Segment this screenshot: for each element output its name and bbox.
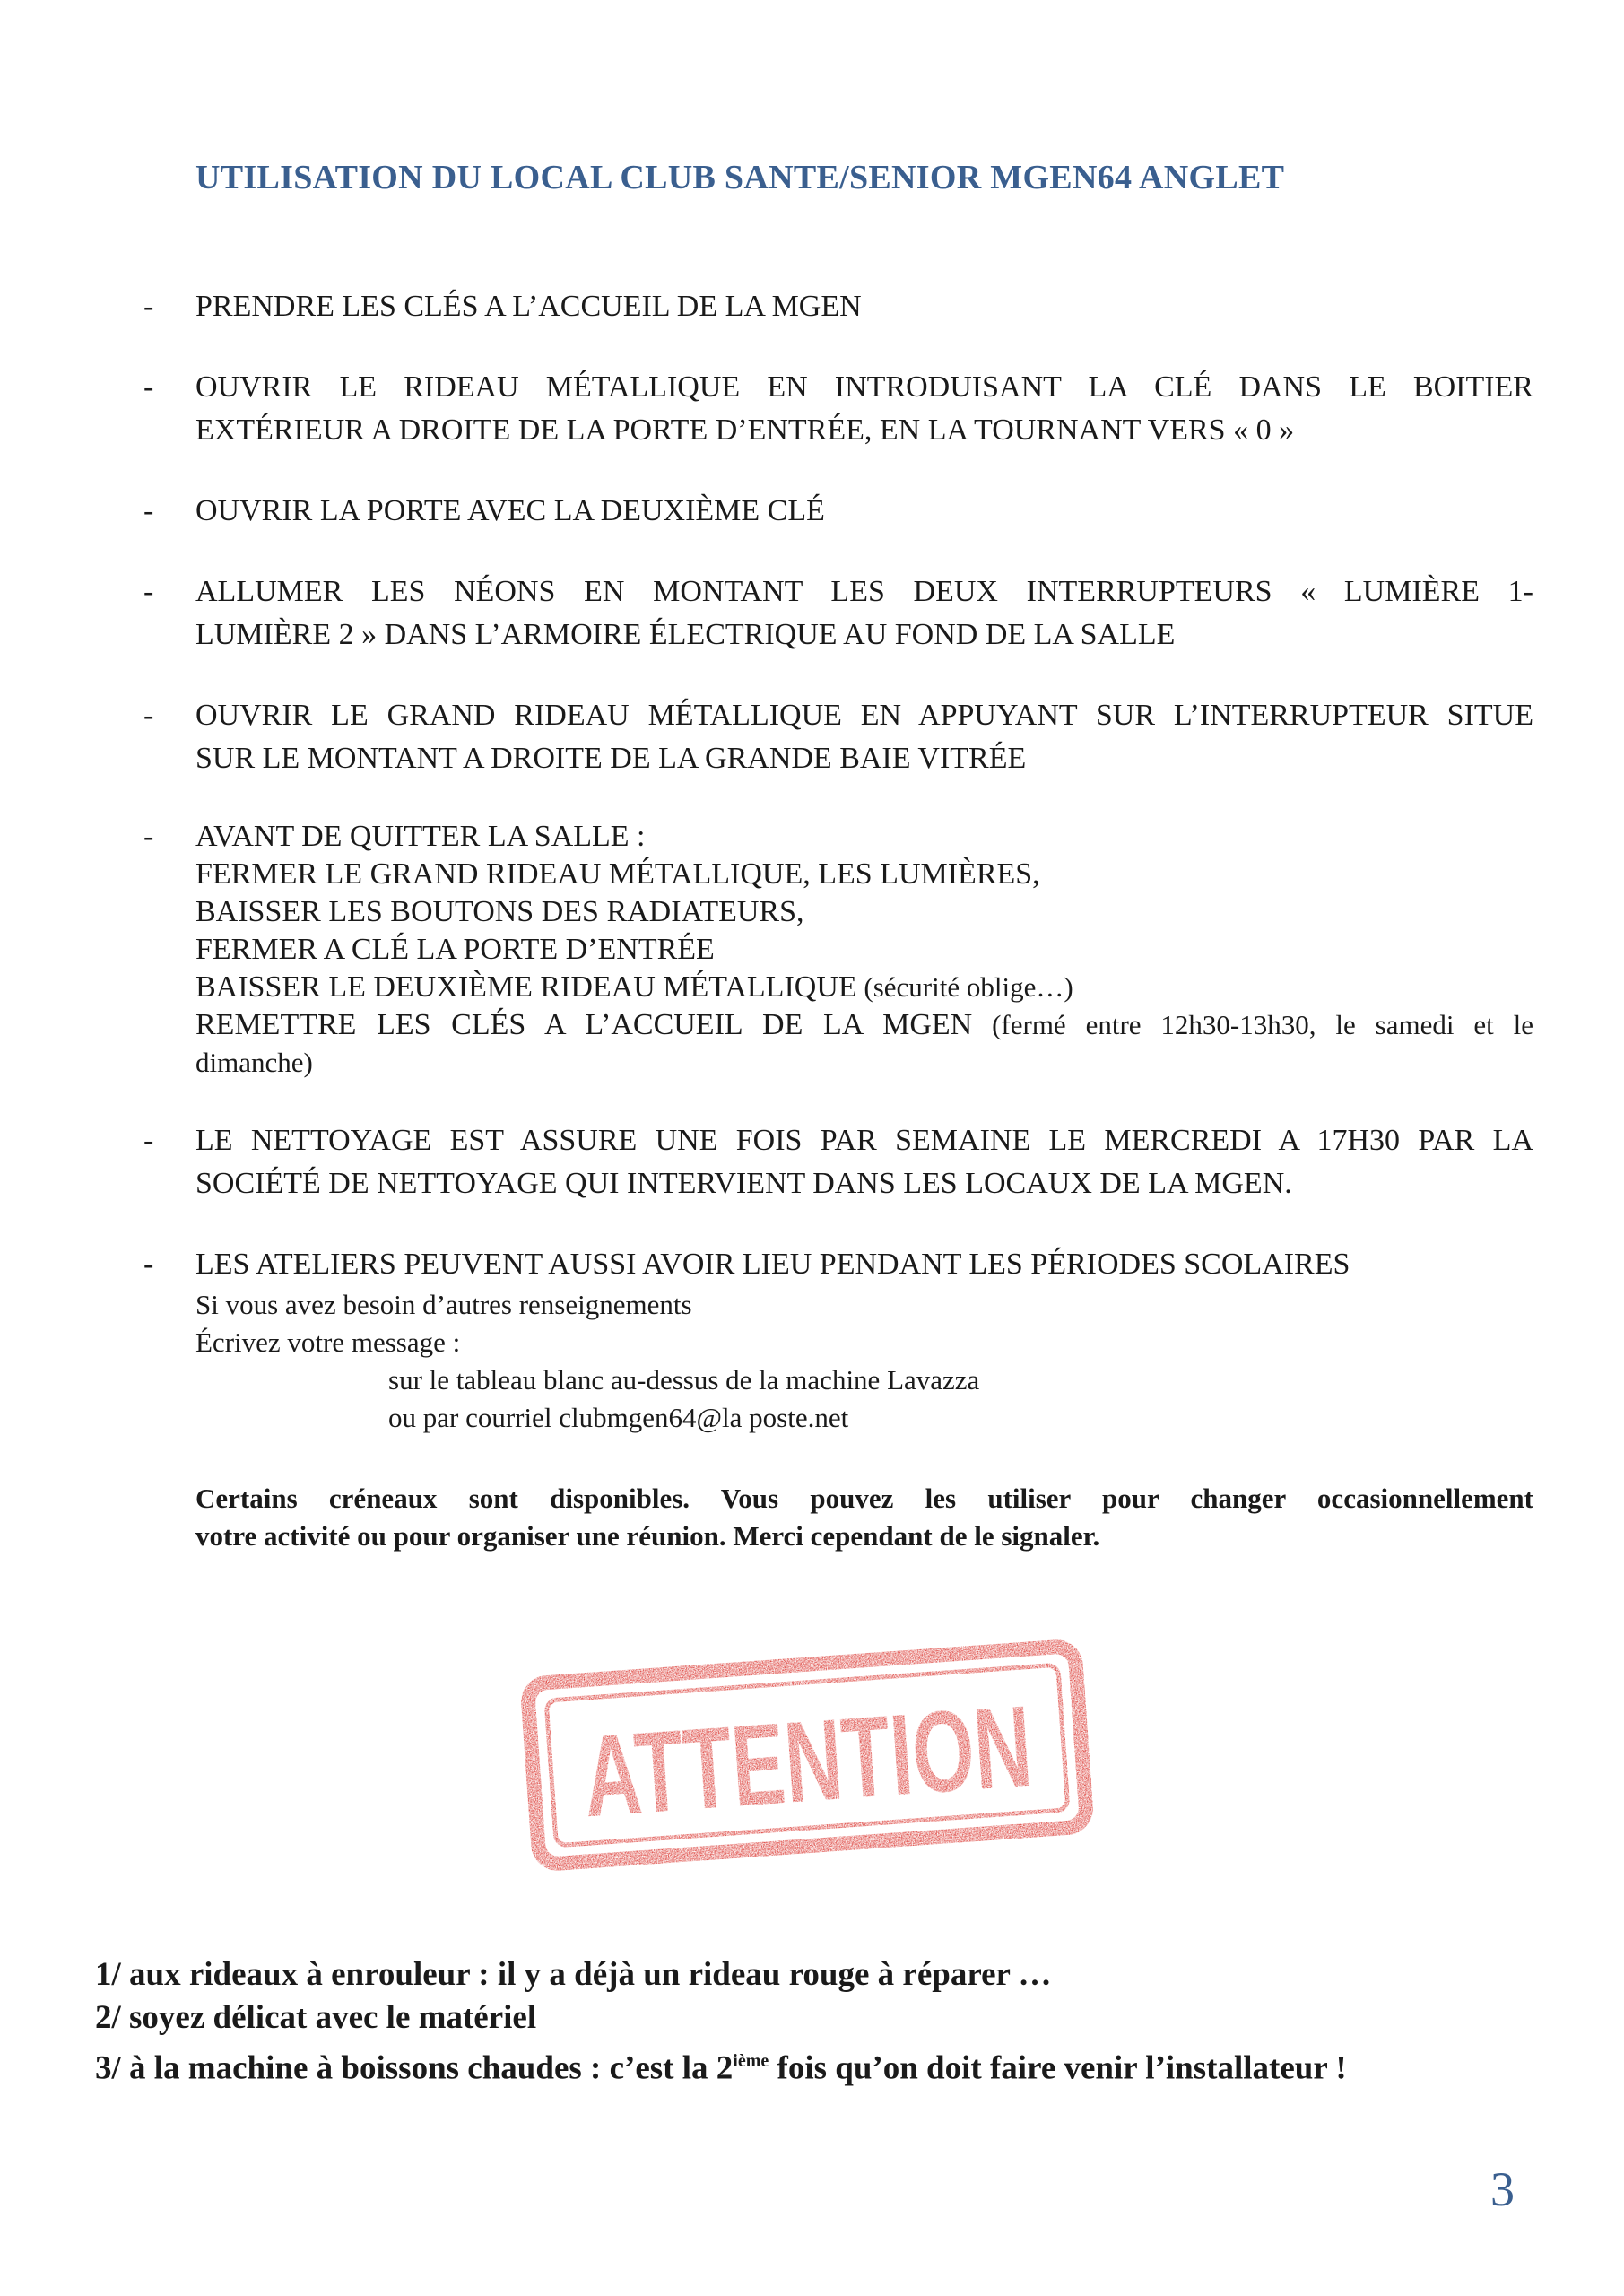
warning-item: 1/ aux rideaux à enrouleur : il y a déjà un rideau rouge à réparer … xyxy=(95,1956,1052,1993)
instructions-list xyxy=(143,285,1533,1437)
warning-item: 2/ soyez délicat avec le matériel xyxy=(95,1999,537,2036)
page-title: UTILISATION DU LOCAL CLUB SANTE/SENIOR MGEN64 ANGLET xyxy=(195,159,1285,196)
list-item: - LES ATELIERS PEUVENT AUSSI AVOIR LIEU PENDANT LES PÉRIODES SCOLAIRES Si vous avez besoin d’autres renseignements Écrivez votre message : sur le tableau blanc au-dessus de la machine Lavazza ou par courriel clubmgen64@la poste.net xyxy=(143,1243,1533,1437)
list-item: - ALLUMER LES NÉONS EN MONTANT LES DEUX INTERRUPTEURS « LUMIÈRE 1- LUMIÈRE 2 » DANS L’ARMOIRE ÉLECTRIQUE AU FOND DE LA SALLE xyxy=(143,575,1533,651)
list-item: - AVANT DE QUITTER LA SALLE : FERMER LE GRAND RIDEAU MÉTALLIQUE, LES LUMIÈRES, BAISSER LES BOUTONS DES RADIATEURS, FERMER A CLÉ LA PORTE D’ENTRÉE BAISSER LE DEUXIÈME RIDEAU MÉTALLIQUE (sécurité oblige…) REMETTRE LES CLÉS A L’ACCUEIL DE LA MGEN (fermé entre 12h30-13h30, le samedi et le dimanche) xyxy=(143,820,1533,1078)
availability-note: Certains créneaux sont disponibles. Vous pouvez les utiliser pour changer occasionnellement votre activité ou pour organiser une réunion. Merci cependant de le signaler. xyxy=(195,1483,1533,1552)
contact-email: ou par courriel clubmgen64@la poste.net xyxy=(388,1402,849,1433)
list-item: - OUVRIR LE GRAND RIDEAU MÉTALLIQUE EN APPUYANT SUR L’INTERRUPTEUR SITUE SUR LE MONTANT A DROITE DE LA GRANDE BAIE VITRÉE xyxy=(143,699,1533,775)
page-number: 3 xyxy=(1490,2162,1515,2216)
warnings-list xyxy=(95,1953,1566,2090)
attention-stamp xyxy=(509,1625,1236,1885)
list-item: - LE NETTOYAGE EST ASSURE UNE FOIS PAR SEMAINE LE MERCREDI A 17H30 PAR LA SOCIÉTÉ DE NETTOYAGE QUI INTERVIENT DANS LES LOCAUX DE LA MGEN. xyxy=(143,1124,1533,1200)
list-item: - OUVRIR LE RIDEAU MÉTALLIQUE EN INTRODUISANT LA CLÉ DANS LE BOITIER EXTÉRIEUR A DROITE DE LA PORTE D’ENTRÉE, EN LA TOURNANT VERS « 0 » xyxy=(143,370,1533,447)
list-item: - OUVRIR LA PORTE AVEC LA DEUXIÈME CLÉ xyxy=(143,494,825,527)
list-item: - PRENDRE LES CLÉS A L’ACCUEIL DE LA MGEN xyxy=(143,290,862,323)
warning-item: 3/ à la machine à boissons chaudes : c’est la 2ième fois qu’on doit faire venir l’installateur ! xyxy=(95,2049,1347,2087)
stamp-text: ATTENTION xyxy=(579,1668,1236,1842)
